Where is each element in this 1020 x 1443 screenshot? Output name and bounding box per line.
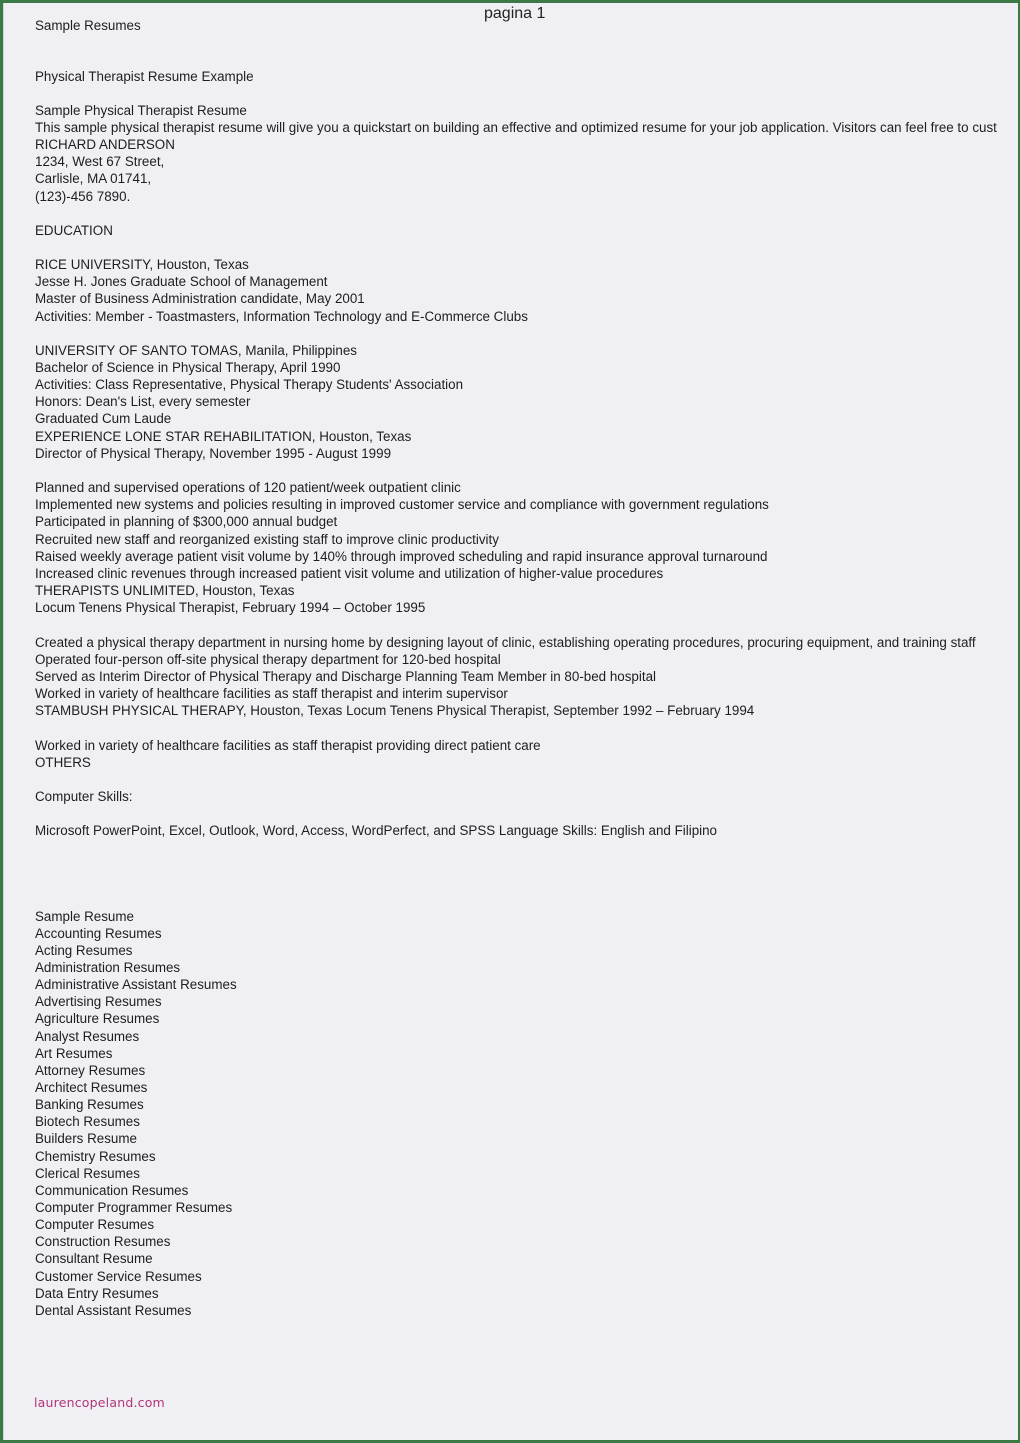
education-line: Graduated Cum Laude [35,411,172,426]
resume-link[interactable]: Agriculture Resumes [35,1011,160,1026]
resume-link[interactable]: Analyst Resumes [35,1029,140,1044]
resume-link[interactable]: Clerical Resumes [35,1166,140,1181]
experience-line: STAMBUSH PHYSICAL THERAPY, Houston, Texas Locum Tenens Physical Therapist, September 1992 – February 1994 [35,703,755,718]
resume-link[interactable]: Administrative Assistant Resumes [35,977,237,992]
education-line: Jesse H. Jones Graduate School of Management [35,274,328,289]
contact-name: RICHARD ANDERSON [35,137,175,152]
computer-skills-label: Computer Skills: [35,789,133,804]
experience-line: Planned and supervised operations of 120 patient/week outpatient clinic [35,480,461,495]
resume-link[interactable]: Advertising Resumes [35,994,162,1009]
contact-city: Carlisle, MA 01741, [35,171,152,186]
page-number-label: pagina 1 [484,5,546,22]
contact-street: 1234, West 67 Street, [35,154,165,169]
experience-heading: EXPERIENCE LONE STAR REHABILITATION, Houston, Texas [35,429,412,444]
resume-link[interactable]: Builders Resume [35,1131,137,1146]
education-line: Honors: Dean's List, every semester [35,394,251,409]
resume-link[interactable]: Biotech Resumes [35,1114,140,1129]
experience-line: Recruited new staff and reorganized existing staff to improve clinic productivity [35,532,499,547]
education-line: Activities: Member - Toastmasters, Information Technology and E-Commerce Clubs [35,309,528,324]
education-line: Master of Business Administration candidate, May 2001 [35,291,365,306]
document-page [3,3,1018,1440]
intro-paragraph: This sample physical therapist resume will give you a quickstart on building an effective and optimized resume for your job application. Visitors can feel free to cust [35,120,997,135]
resume-link[interactable]: Construction Resumes [35,1234,171,1249]
watermark-logo: laurencopeland.com [34,1395,165,1410]
resume-link[interactable]: Communication Resumes [35,1183,189,1198]
article-title: Physical Therapist Resume Example [35,69,254,84]
experience-line: Locum Tenens Physical Therapist, February 1994 – October 1995 [35,600,426,615]
experience-line: Participated in planning of $300,000 annual budget [35,514,338,529]
experience-line: Created a physical therapy department in nursing home by designing layout of clinic, establishing operating procedures, procuring equipment, and training staff [35,635,976,650]
experience-line: Raised weekly average patient visit volume by 140% through improved scheduling and rapid insurance approval turnaround [35,549,768,564]
education-line: UNIVERSITY OF SANTO TOMAS, Manila, Philippines [35,343,357,358]
resume-link[interactable]: Banking Resumes [35,1097,144,1112]
experience-line: Served as Interim Director of Physical Therapy and Discharge Planning Team Member in 80-bed hospital [35,669,656,684]
resume-link[interactable]: Accounting Resumes [35,926,162,941]
experience-line: Increased clinic revenues through increased patient visit volume and utilization of higher-value procedures [35,566,664,581]
resume-link[interactable]: Sample Resume [35,909,134,924]
contact-phone: (123)-456 7890. [35,189,131,204]
experience-line: Implemented new systems and policies resulting in improved customer service and compliance with government regulations [35,497,769,512]
resume-link[interactable]: Dental Assistant Resumes [35,1303,192,1318]
resume-link[interactable]: Data Entry Resumes [35,1286,159,1301]
resume-link[interactable]: Attorney Resumes [35,1063,146,1078]
resume-link[interactable]: Architect Resumes [35,1080,148,1095]
education-line: RICE UNIVERSITY, Houston, Texas [35,257,249,272]
resume-link[interactable]: Art Resumes [35,1046,113,1061]
resume-link[interactable]: Acting Resumes [35,943,133,958]
experience-line: Worked in variety of healthcare facilities as staff therapist and interim supervisor [35,686,508,701]
experience-line: Operated four-person off-site physical therapy department for 120-bed hospital [35,652,501,667]
education-line: Bachelor of Science in Physical Therapy, April 1990 [35,360,341,375]
resume-link[interactable]: Customer Service Resumes [35,1269,202,1284]
section-heading-education: EDUCATION [35,223,113,238]
resume-title: Sample Physical Therapist Resume [35,103,247,118]
resume-link[interactable]: Chemistry Resumes [35,1149,156,1164]
site-section-title: Sample Resumes [35,18,141,33]
skills-text: Microsoft PowerPoint, Excel, Outlook, Word, Access, WordPerfect, and SPSS Language Skills: English and Filipino [35,823,718,838]
resume-link[interactable]: Computer Programmer Resumes [35,1200,233,1215]
experience-line: Worked in variety of healthcare facilities as staff therapist providing direct patient care [35,738,541,753]
job-title: Director of Physical Therapy, November 1995 - August 1999 [35,446,392,461]
experience-line: THERAPISTS UNLIMITED, Houston, Texas [35,583,295,598]
education-line: Activities: Class Representative, Physical Therapy Students' Association [35,377,464,392]
resume-link[interactable]: Administration Resumes [35,960,181,975]
resume-link[interactable]: Consultant Resume [35,1251,153,1266]
section-heading-others: OTHERS [35,755,91,770]
resume-link[interactable]: Computer Resumes [35,1217,155,1232]
